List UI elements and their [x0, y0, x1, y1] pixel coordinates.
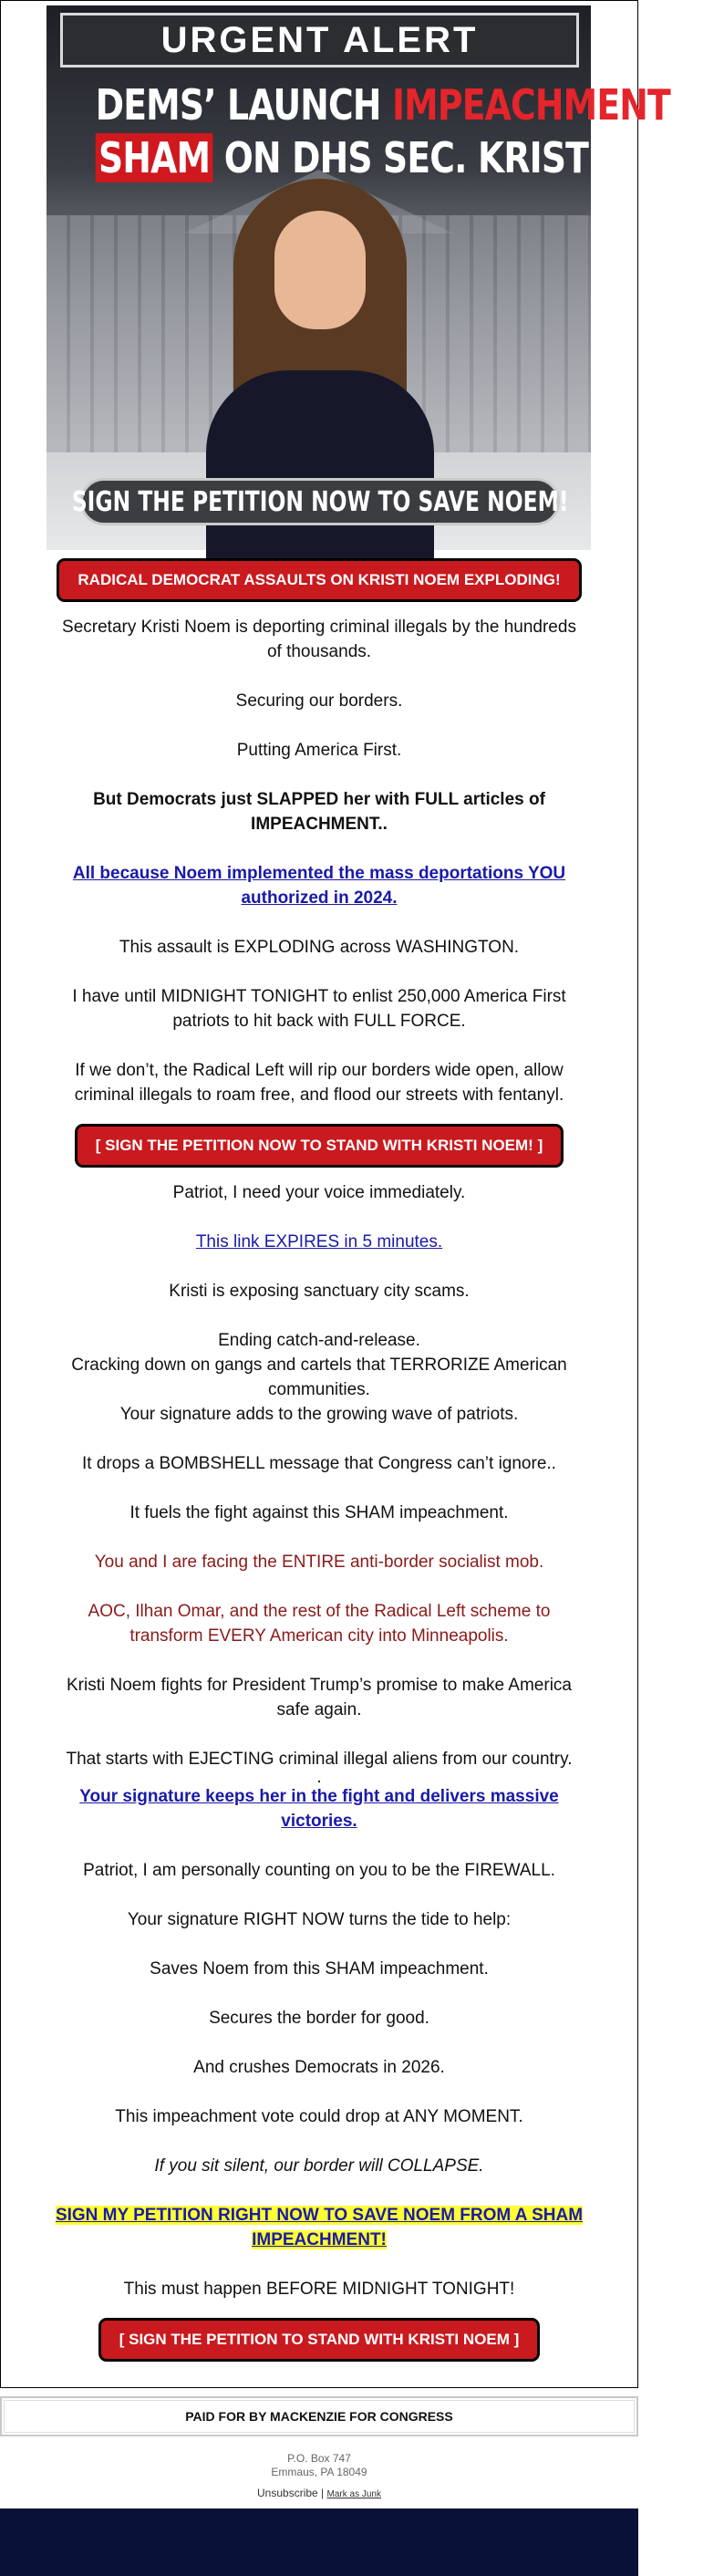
paragraph: Patriot, I am personally counting on you to be the FIREWALL. — [83, 1861, 555, 1880]
unsubscribe-link[interactable]: Unsubscribe — [257, 2487, 318, 2499]
cta-bottom-button[interactable]: [ SIGN THE PETITION TO STAND WITH KRISTI NOEM ] — [98, 2318, 541, 2362]
headline-impeachment: IMPEACHMENT — [391, 80, 670, 130]
unsubscribe-row — [0, 2487, 638, 2499]
paragraph: Secretary Kristi Noem is deporting criminal illegals by the hundreds of thousands. — [62, 618, 576, 661]
paragraph-bold: But Democrats just SLAPPED her with FULL articles of IMPEACHMENT.. — [93, 790, 545, 834]
email-body — [55, 558, 584, 2362]
paragraph-italic: If you sit silent, our border will COLLAPSE. — [154, 2156, 484, 2176]
deportations-link[interactable]: All because Noem implemented the mass deportations YOU authorized in 2024. — [72, 864, 566, 908]
signature-link[interactable]: Your signature keeps her in the fight and delivers massive victories. — [79, 1787, 559, 1831]
paragraph: Secures the border for good. — [209, 2009, 429, 2028]
sign-petition-highlight-link[interactable]: SIGN MY PETITION RIGHT NOW TO SAVE NOEM FROM A SHAM IMPEACHMENT! — [55, 2206, 584, 2249]
paragraph: Your signature RIGHT NOW turns the tide to help: — [127, 1910, 512, 1929]
address-line-2: Emmaus, PA 18049 — [271, 2466, 367, 2478]
paragraph-dark-red: AOC, Ilhan Omar, and the rest of the Radical Left scheme to transform EVERY American city into Minneapolis. — [88, 1602, 551, 1646]
footer-navy-bar — [0, 2508, 638, 2576]
paragraph: It fuels the fight against this SHAM impeachment. — [129, 1503, 509, 1522]
cta-mid-button[interactable]: [ SIGN THE PETITION NOW TO STAND WITH KRISTI NOEM! ] — [75, 1124, 564, 1168]
address-line-1: P.O. Box 747 — [287, 2452, 351, 2465]
stray-dot: . — [316, 1768, 322, 1787]
paragraph: This impeachment vote could drop at ANY MOMENT. — [115, 2107, 523, 2126]
paragraph: Securing our borders. — [235, 691, 403, 711]
paragraph: Cracking down on gangs and cartels that TERRORIZE American communities. — [71, 1356, 567, 1399]
paragraph: If we don’t, the Radical Left will rip our borders wide open, allow criminal illegals to roam free, and flood our streets with fentanyl. — [74, 1061, 564, 1105]
paragraph: Your signature adds to the growing wave of patriots. — [119, 1405, 519, 1424]
paid-for-text: PAID FOR BY MACKENZIE FOR CONGRESS — [4, 2400, 635, 2433]
paragraph: This assault is EXPLODING across WASHINGTON. — [119, 938, 520, 957]
expires-link[interactable]: This link EXPIRES in 5 minutes. — [195, 1232, 443, 1252]
headline-text: ON DHS SEC. KRISTI NOEM — [212, 133, 724, 182]
paragraph: This must happen BEFORE MIDNIGHT TONIGHT! — [123, 2280, 515, 2299]
hero-button-label: SIGN THE PETITION NOW TO SAVE NOEM! — [71, 485, 569, 518]
paragraph: Ending catch-and-release. — [218, 1331, 420, 1350]
hero-headline-line-2 — [96, 133, 724, 182]
urgent-alert-banner: URGENT ALERT — [60, 13, 579, 68]
paragraph: That starts with EJECTING criminal illegal aliens from our country. — [66, 1750, 573, 1769]
separator: | — [317, 2487, 327, 2499]
paragraph: I have until MIDNIGHT TONIGHT to enlist 250,000 America First patriots to hit back with FULL FORCE. — [72, 987, 566, 1031]
paragraph: And crushes Democrats in 2026. — [193, 2058, 445, 2077]
headline-text: DEMS’ LAUNCH — [95, 80, 392, 130]
paid-for-disclaimer — [0, 2396, 638, 2436]
hero-headline-line-1 — [95, 80, 670, 130]
headline-sham-tag: SHAM — [96, 133, 213, 182]
hero-sign-petition-button[interactable] — [71, 478, 569, 525]
mark-as-junk-link[interactable]: Mark as Junk — [326, 2489, 381, 2499]
paragraph: It drops a BOMBSHELL message that Congress can’t ignore.. — [82, 1454, 556, 1473]
paragraph: Saves Noem from this SHAM impeachment. — [150, 1959, 489, 1979]
paragraph: Kristi Noem fights for President Trump’s promise to make America safe again. — [66, 1676, 572, 1719]
cta-top-button[interactable]: RADICAL DEMOCRAT ASSAULTS ON KRISTI NOEM EXPLODING! — [57, 558, 581, 602]
paragraph: Putting America First. — [236, 741, 402, 760]
portrait-face — [274, 211, 366, 329]
paragraph-dark-red: You and I are facing the ENTIRE anti-border socialist mob. — [94, 1553, 544, 1572]
mailing-address — [0, 2452, 638, 2479]
hero-banner-image[interactable] — [47, 5, 724, 550]
portrait-jacket — [206, 370, 434, 562]
paragraph: Kristi is exposing sanctuary city scams. — [169, 1282, 470, 1301]
paragraph: Patriot, I need your voice immediately. — [172, 1183, 466, 1202]
